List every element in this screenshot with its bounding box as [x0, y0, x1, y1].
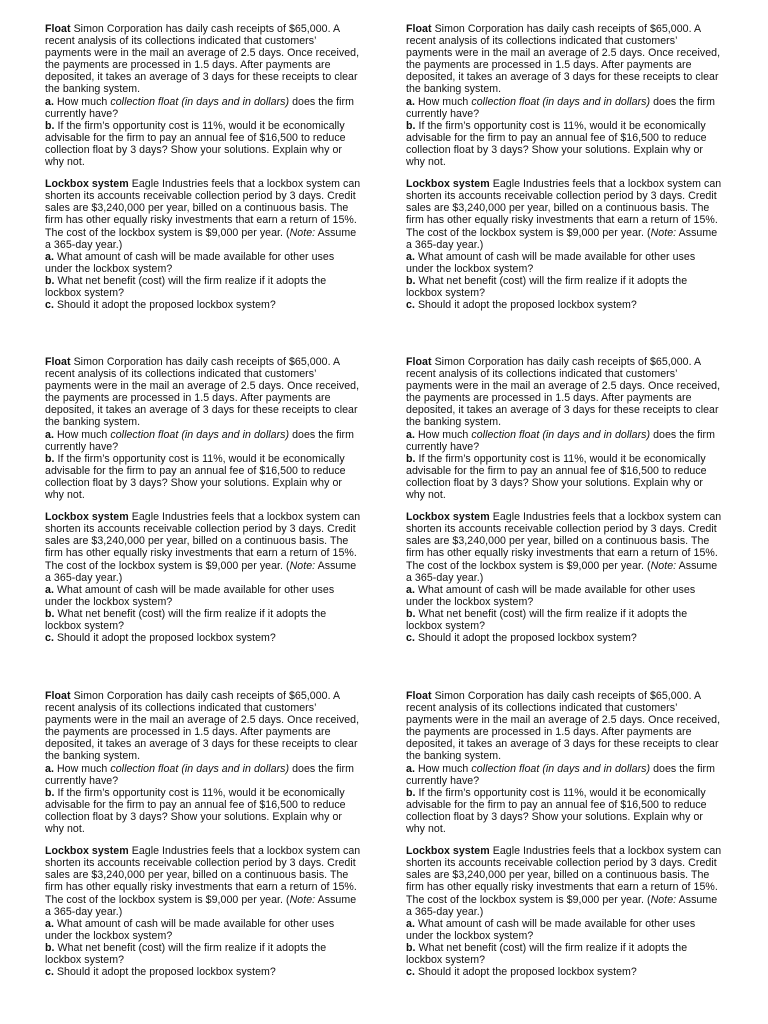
float-question-a-post: does the firm currently have?	[406, 762, 715, 787]
lockbox-intro-note: Note:	[289, 893, 316, 906]
float-question-a	[406, 429, 724, 453]
lockbox-intro	[45, 845, 363, 918]
float-question-a-post: does the firm currently have?	[406, 95, 715, 120]
float-intro-text: Simon Corporation has daily cash receipts of $65,000. A recent analysis of its collections indicated that customers’ payments were in the mail an average of 2.5 days. Once received, the payments are processed in 1.5 days. After payments are deposited, it takes an average of 3 days for these receipts to clear the banking system.	[45, 356, 360, 429]
float-heading: Float	[45, 690, 71, 702]
lockbox-question-c-label: c.	[45, 632, 54, 645]
lockbox-question-c-text: Should it adopt the proposed lockbox system?	[56, 299, 276, 312]
float-question-a-label: a.	[406, 428, 415, 441]
lockbox-heading: Lockbox system	[406, 178, 490, 191]
lockbox-problem	[45, 178, 363, 311]
lockbox-question-a	[45, 251, 363, 275]
lockbox-question-a-label: a.	[406, 917, 415, 930]
lockbox-intro	[406, 845, 724, 918]
lockbox-question-c-text: Should it adopt the proposed lockbox system?	[417, 299, 637, 312]
lockbox-problem	[406, 511, 724, 644]
float-question-a-pre: How much	[56, 762, 108, 775]
float-intro	[406, 356, 724, 429]
float-heading: Float	[406, 23, 432, 35]
float-heading: Float	[45, 356, 71, 368]
lockbox-question-a-text: What amount of cash will be made available for other uses under the lockbox system?	[406, 583, 696, 608]
lockbox-intro-text-end: Assume a 365-day year.)	[406, 226, 718, 251]
lockbox-intro	[45, 178, 363, 251]
lockbox-question-a-label: a.	[45, 917, 54, 930]
float-intro-text: Simon Corporation has daily cash receipts of $65,000. A recent analysis of its collections indicated that customers’ payments were in the mail an average of 2.5 days. Once received, the payments are processed in 1.5 days. After payments are deposited, it takes an average of 3 days for these receipts to clear the banking system.	[406, 23, 721, 96]
lockbox-question-a-label: a.	[45, 250, 54, 263]
lockbox-intro-text: Eagle Industries feels that a lockbox system can shorten its accounts receivable collection period by 3 days. Credit sales are $3,240,000 per year, billed on a continuous basis. The firm has other equally risky investments that earn a return of 15%. The cost of the lockbox system is $9,000 per year. (	[45, 178, 361, 239]
lockbox-question-b-label: b.	[45, 941, 55, 954]
problem-set-4	[406, 356, 724, 644]
lockbox-heading: Lockbox system	[406, 511, 490, 524]
float-question-b-label: b.	[45, 786, 55, 799]
lockbox-question-c	[45, 299, 363, 311]
lockbox-intro-note: Note:	[650, 559, 677, 572]
float-question-a-label: a.	[45, 428, 54, 441]
lockbox-question-a-text: What amount of cash will be made available for other uses under the lockbox system?	[45, 250, 335, 275]
float-heading: Float	[406, 356, 432, 368]
lockbox-question-c-label: c.	[406, 632, 415, 645]
float-question-a-pre: How much	[56, 428, 108, 441]
lockbox-question-b-label: b.	[45, 274, 55, 287]
lockbox-question-a-text: What amount of cash will be made available for other uses under the lockbox system?	[406, 250, 696, 275]
float-problem	[45, 356, 363, 501]
problem-set-5	[45, 690, 363, 978]
float-question-b-label: b.	[406, 119, 416, 132]
float-intro	[45, 356, 363, 429]
lockbox-intro-text: Eagle Industries feels that a lockbox system can shorten its accounts receivable collection period by 3 days. Credit sales are $3,240,000 per year, billed on a continuous basis. The firm has other equally risky investments that earn a return of 15%. The cost of the lockbox system is $9,000 per year. (	[45, 845, 361, 906]
float-question-b	[406, 787, 724, 835]
lockbox-question-b-text: What net benefit (cost) will the firm realize if it adopts the lockbox system?	[406, 941, 688, 966]
float-heading: Float	[45, 23, 71, 35]
lockbox-question-c-text: Should it adopt the proposed lockbox system?	[417, 632, 637, 645]
float-question-a-pre: How much	[417, 95, 469, 108]
lockbox-question-b-text: What net benefit (cost) will the firm realize if it adopts the lockbox system?	[45, 941, 327, 966]
float-problem	[406, 690, 724, 835]
lockbox-question-a-text: What amount of cash will be made available for other uses under the lockbox system?	[406, 917, 696, 942]
lockbox-question-c-label: c.	[406, 299, 415, 312]
float-problem	[45, 23, 363, 168]
float-question-a-pre: How much	[56, 95, 108, 108]
lockbox-heading: Lockbox system	[406, 845, 490, 858]
problem-set-3	[45, 356, 363, 644]
float-question-b-label: b.	[406, 452, 416, 465]
lockbox-question-c-text: Should it adopt the proposed lockbox system?	[56, 632, 276, 645]
lockbox-question-c	[45, 632, 363, 644]
lockbox-problem	[406, 178, 724, 311]
lockbox-intro-text-end: Assume a 365-day year.)	[45, 226, 357, 251]
lockbox-question-c-label: c.	[45, 299, 54, 312]
lockbox-question-c-label: c.	[406, 966, 415, 979]
float-question-b-label: b.	[45, 452, 55, 465]
lockbox-question-b-text: What net benefit (cost) will the firm realize if it adopts the lockbox system?	[45, 607, 327, 632]
lockbox-problem	[406, 845, 724, 978]
lockbox-intro-text-end: Assume a 365-day year.)	[406, 893, 718, 918]
lockbox-question-b	[406, 275, 724, 299]
lockbox-question-a	[45, 918, 363, 942]
lockbox-heading: Lockbox system	[45, 845, 129, 858]
float-question-b	[406, 120, 724, 168]
lockbox-question-c	[406, 966, 724, 978]
lockbox-question-a	[406, 251, 724, 275]
float-problem	[45, 690, 363, 835]
float-question-b-text: If the firm’s opportunity cost is 11%, would it be economically advisable for the firm to pay an annual fee of $16,500 to reduce collection float by 3 days? Show your solutions. Explain why or why not.	[45, 119, 346, 169]
float-question-b	[406, 453, 724, 501]
lockbox-question-b-label: b.	[406, 941, 416, 954]
float-intro-text: Simon Corporation has daily cash receipts of $65,000. A recent analysis of its collections indicated that customers’ payments were in the mail an average of 2.5 days. Once received, the payments are processed in 1.5 days. After payments are deposited, it takes an average of 3 days for these receipts to clear the banking system.	[406, 690, 721, 763]
float-intro	[406, 690, 724, 763]
float-question-a	[45, 763, 363, 787]
lockbox-intro	[406, 511, 724, 584]
lockbox-intro-text-end: Assume a 365-day year.)	[45, 893, 357, 918]
float-question-b	[45, 787, 363, 835]
float-question-a-label: a.	[45, 95, 54, 108]
lockbox-question-c-label: c.	[45, 966, 54, 979]
lockbox-intro-text-end: Assume a 365-day year.)	[45, 559, 357, 584]
float-question-b	[45, 453, 363, 501]
problem-set-1	[45, 23, 363, 311]
lockbox-question-a-label: a.	[406, 583, 415, 596]
lockbox-question-c-text: Should it adopt the proposed lockbox system?	[56, 966, 276, 979]
lockbox-intro-text: Eagle Industries feels that a lockbox system can shorten its accounts receivable collection period by 3 days. Credit sales are $3,240,000 per year, billed on a continuous basis. The firm has other equally risky investments that earn a return of 15%. The cost of the lockbox system is $9,000 per year. (	[45, 511, 361, 572]
lockbox-question-a-text: What amount of cash will be made available for other uses under the lockbox system?	[45, 917, 335, 942]
problem-set-6	[406, 690, 724, 978]
float-question-a-emphasis: collection float (in days and in dollars)	[110, 762, 290, 775]
lockbox-question-c	[406, 632, 724, 644]
float-question-a-emphasis: collection float (in days and in dollars)	[471, 428, 651, 441]
float-question-a-post: does the firm currently have?	[45, 762, 354, 787]
lockbox-intro-text-end: Assume a 365-day year.)	[406, 559, 718, 584]
lockbox-question-c	[45, 966, 363, 978]
lockbox-intro-text: Eagle Industries feels that a lockbox system can shorten its accounts receivable collection period by 3 days. Credit sales are $3,240,000 per year, billed on a continuous basis. The firm has other equally risky investments that earn a return of 15%. The cost of the lockbox system is $9,000 per year. (	[406, 845, 722, 906]
float-intro	[45, 23, 363, 96]
lockbox-heading: Lockbox system	[45, 511, 129, 524]
lockbox-question-b-text: What net benefit (cost) will the firm realize if it adopts the lockbox system?	[406, 607, 688, 632]
lockbox-question-b-text: What net benefit (cost) will the firm realize if it adopts the lockbox system?	[45, 274, 327, 299]
lockbox-question-a-label: a.	[45, 583, 54, 596]
lockbox-question-a-label: a.	[406, 250, 415, 263]
float-question-a-emphasis: collection float (in days and in dollars)	[110, 428, 290, 441]
float-intro-text: Simon Corporation has daily cash receipts of $65,000. A recent analysis of its collections indicated that customers’ payments were in the mail an average of 2.5 days. Once received, the payments are processed in 1.5 days. After payments are deposited, it takes an average of 3 days for these receipts to clear the banking system.	[45, 23, 360, 96]
lockbox-question-a	[406, 918, 724, 942]
float-question-b-label: b.	[45, 119, 55, 132]
lockbox-question-b-text: What net benefit (cost) will the firm realize if it adopts the lockbox system?	[406, 274, 688, 299]
lockbox-intro-text: Eagle Industries feels that a lockbox system can shorten its accounts receivable collection period by 3 days. Credit sales are $3,240,000 per year, billed on a continuous basis. The firm has other equally risky investments that earn a return of 15%. The cost of the lockbox system is $9,000 per year. (	[406, 511, 722, 572]
lockbox-question-a	[45, 584, 363, 608]
float-question-b-text: If the firm’s opportunity cost is 11%, would it be economically advisable for the firm to pay an annual fee of $16,500 to reduce collection float by 3 days? Show your solutions. Explain why or why not.	[45, 452, 346, 502]
problem-set-2	[406, 23, 724, 311]
float-question-b-text: If the firm’s opportunity cost is 11%, would it be economically advisable for the firm to pay an annual fee of $16,500 to reduce collection float by 3 days? Show your solutions. Explain why or why not.	[406, 786, 707, 836]
lockbox-question-b	[45, 275, 363, 299]
float-question-a-pre: How much	[417, 762, 469, 775]
lockbox-question-c	[406, 299, 724, 311]
lockbox-intro	[406, 178, 724, 251]
float-problem	[406, 356, 724, 501]
float-question-a-emphasis: collection float (in days and in dollars)	[110, 95, 290, 108]
float-question-a	[406, 763, 724, 787]
float-question-b-label: b.	[406, 786, 416, 799]
float-question-a-label: a.	[406, 762, 415, 775]
float-question-a	[406, 96, 724, 120]
float-question-a	[45, 96, 363, 120]
lockbox-intro-note: Note:	[289, 559, 316, 572]
float-question-a-label: a.	[45, 762, 54, 775]
float-question-b	[45, 120, 363, 168]
float-problem	[406, 23, 724, 168]
lockbox-question-b-label: b.	[406, 607, 416, 620]
lockbox-question-b	[45, 608, 363, 632]
lockbox-intro-note: Note:	[650, 226, 677, 239]
lockbox-problem	[45, 845, 363, 978]
float-question-a-pre: How much	[417, 428, 469, 441]
lockbox-question-b	[406, 942, 724, 966]
lockbox-question-b	[45, 942, 363, 966]
lockbox-intro-text: Eagle Industries feels that a lockbox system can shorten its accounts receivable collection period by 3 days. Credit sales are $3,240,000 per year, billed on a continuous basis. The firm has other equally risky investments that earn a return of 15%. The cost of the lockbox system is $9,000 per year. (	[406, 178, 722, 239]
float-question-b-text: If the firm’s opportunity cost is 11%, would it be economically advisable for the firm to pay an annual fee of $16,500 to reduce collection float by 3 days? Show your solutions. Explain why or why not.	[45, 786, 346, 836]
float-question-b-text: If the firm’s opportunity cost is 11%, would it be economically advisable for the firm to pay an annual fee of $16,500 to reduce collection float by 3 days? Show your solutions. Explain why or why not.	[406, 119, 707, 169]
lockbox-question-a	[406, 584, 724, 608]
float-intro	[406, 23, 724, 96]
float-question-a-label: a.	[406, 95, 415, 108]
lockbox-intro-note: Note:	[289, 226, 316, 239]
float-question-a	[45, 429, 363, 453]
float-question-a-emphasis: collection float (in days and in dollars)	[471, 762, 651, 775]
float-question-a-post: does the firm currently have?	[406, 428, 715, 453]
float-heading: Float	[406, 690, 432, 702]
lockbox-problem	[45, 511, 363, 644]
float-intro	[45, 690, 363, 763]
float-intro-text: Simon Corporation has daily cash receipts of $65,000. A recent analysis of its collections indicated that customers’ payments were in the mail an average of 2.5 days. Once received, the payments are processed in 1.5 days. After payments are deposited, it takes an average of 3 days for these receipts to clear the banking system.	[45, 690, 360, 763]
lockbox-intro	[45, 511, 363, 584]
lockbox-question-b-label: b.	[45, 607, 55, 620]
lockbox-heading: Lockbox system	[45, 178, 129, 191]
lockbox-question-b	[406, 608, 724, 632]
lockbox-question-c-text: Should it adopt the proposed lockbox system?	[417, 966, 637, 979]
float-intro-text: Simon Corporation has daily cash receipts of $65,000. A recent analysis of its collections indicated that customers’ payments were in the mail an average of 2.5 days. Once received, the payments are processed in 1.5 days. After payments are deposited, it takes an average of 3 days for these receipts to clear the banking system.	[406, 356, 721, 429]
float-question-a-emphasis: collection float (in days and in dollars)	[471, 95, 651, 108]
lockbox-question-b-label: b.	[406, 274, 416, 287]
lockbox-question-a-text: What amount of cash will be made available for other uses under the lockbox system?	[45, 583, 335, 608]
float-question-a-post: does the firm currently have?	[45, 428, 354, 453]
lockbox-intro-note: Note:	[650, 893, 677, 906]
float-question-a-post: does the firm currently have?	[45, 95, 354, 120]
float-question-b-text: If the firm’s opportunity cost is 11%, would it be economically advisable for the firm to pay an annual fee of $16,500 to reduce collection float by 3 days? Show your solutions. Explain why or why not.	[406, 452, 707, 502]
